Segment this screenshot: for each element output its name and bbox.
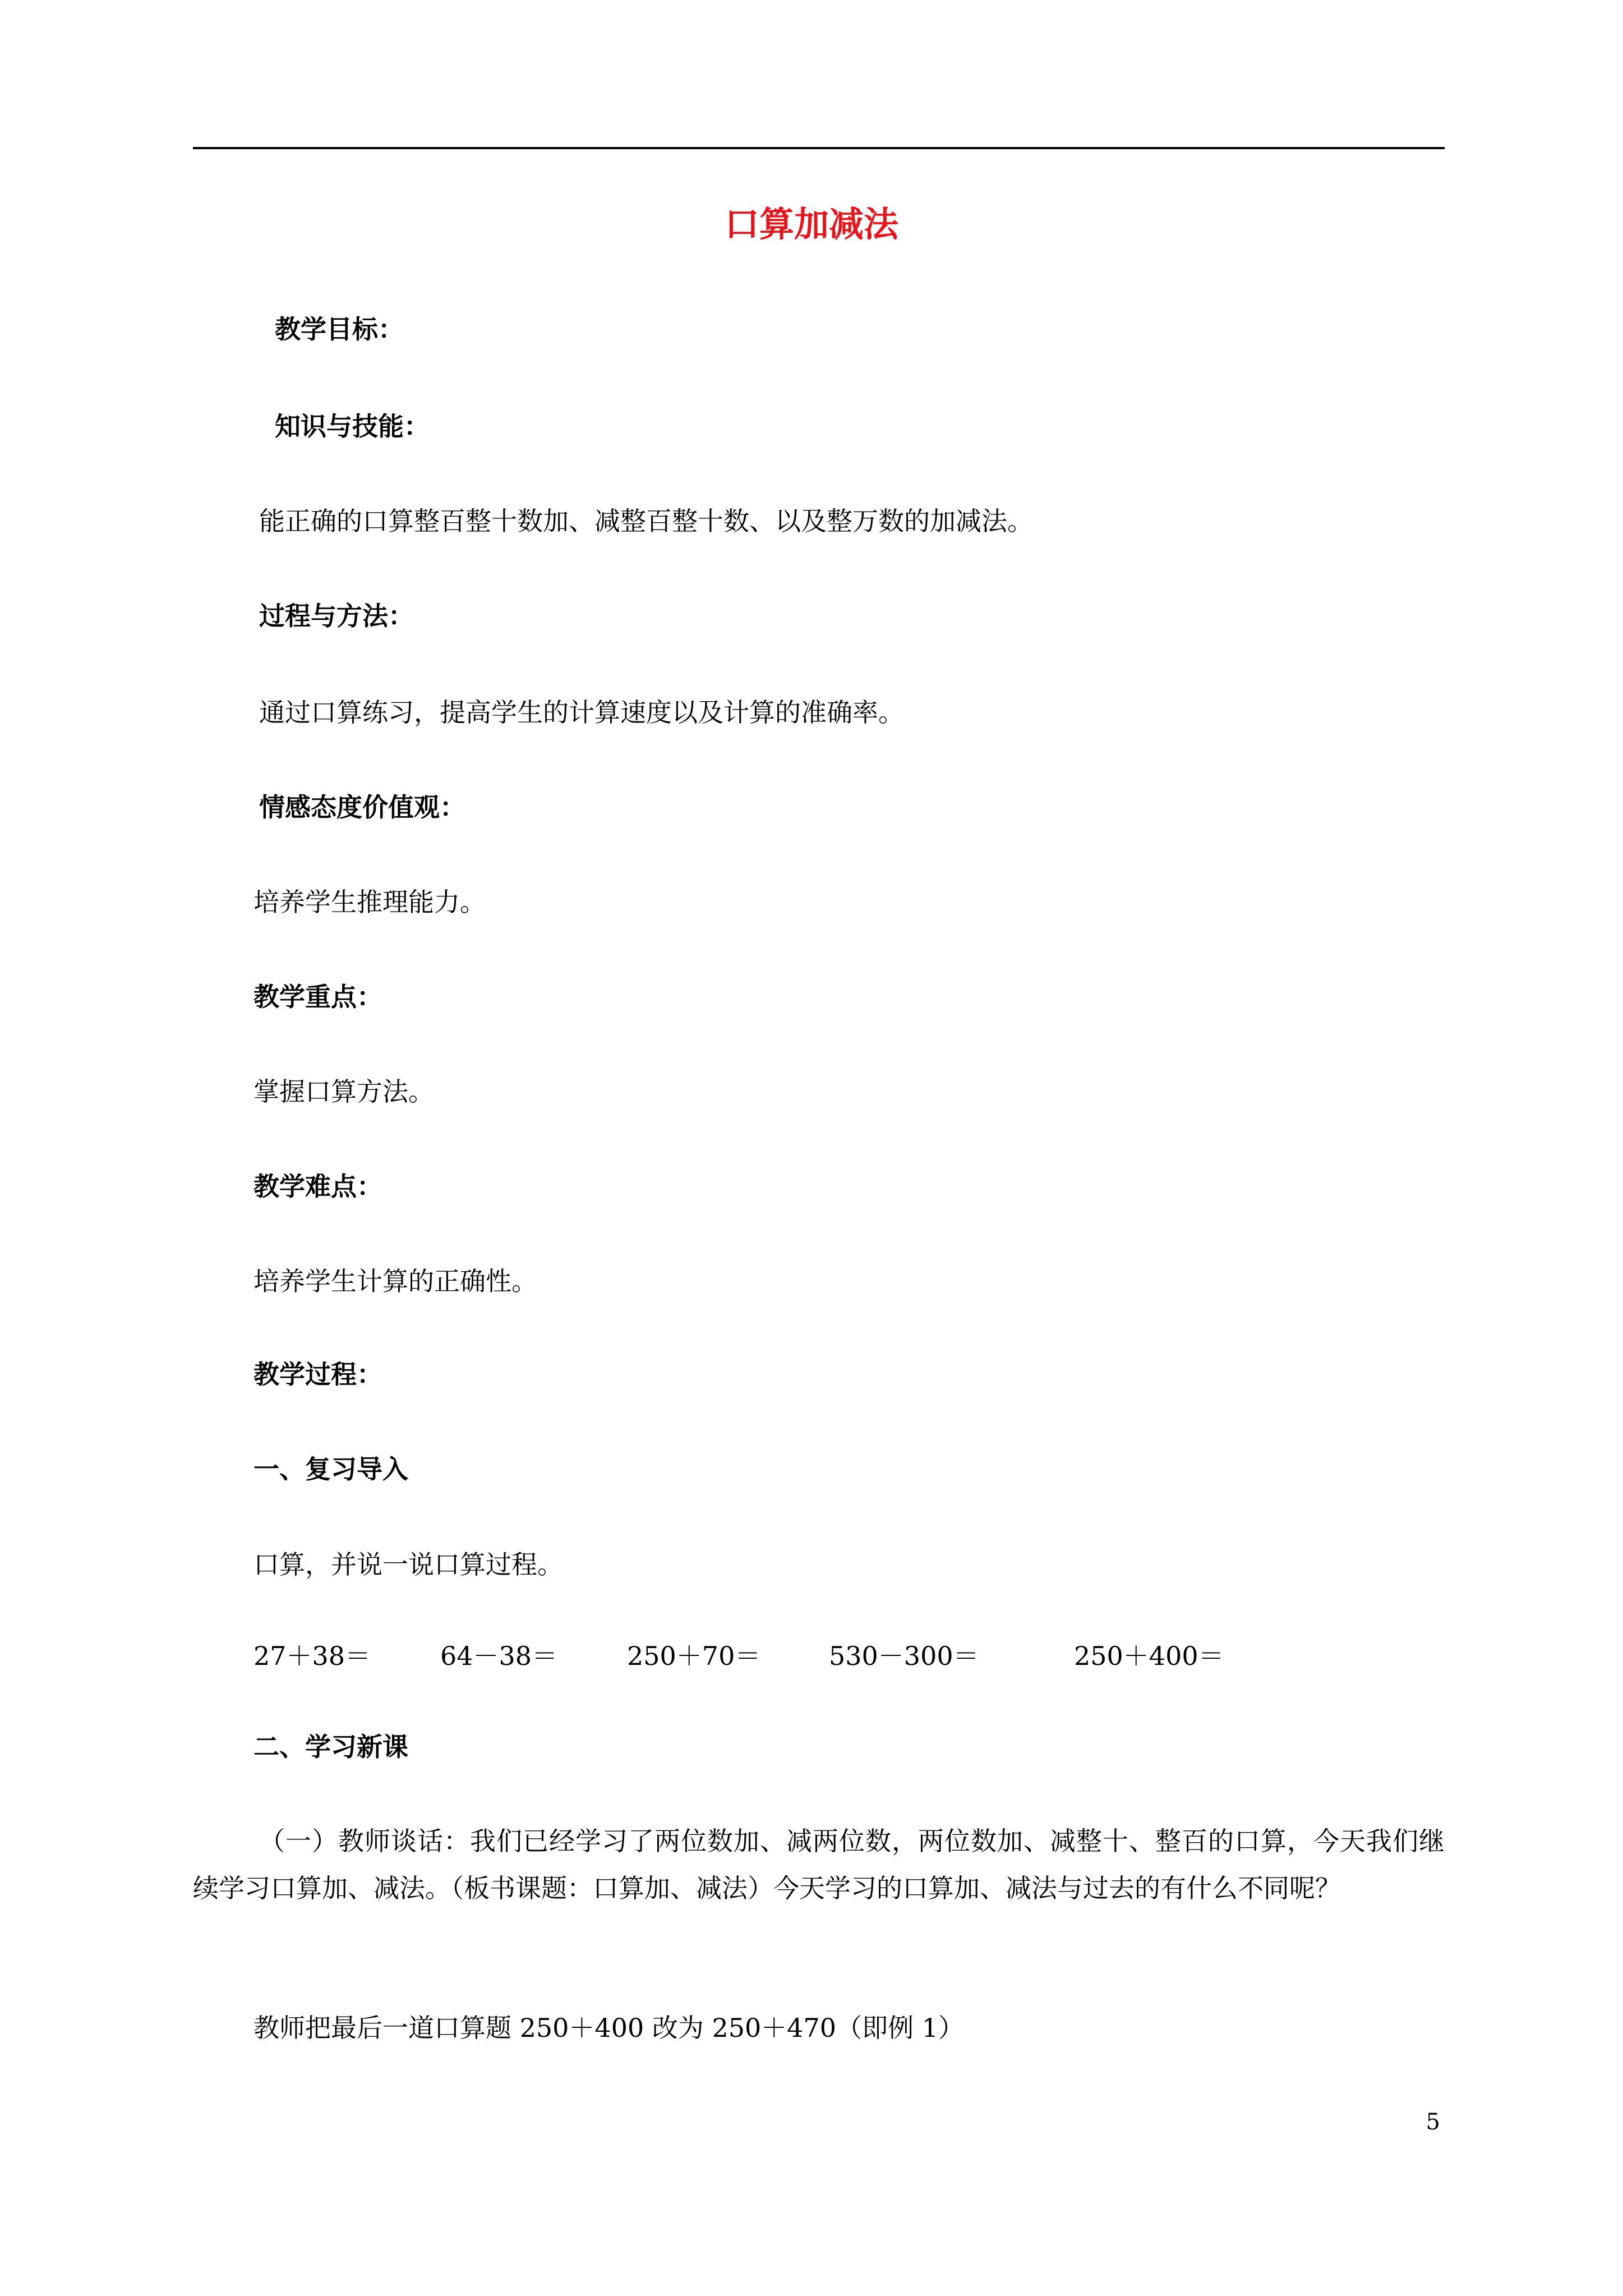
example-text: 教师把最后一道口算题 250＋400 改为 250＋470（即例 1）	[253, 2013, 964, 2043]
key-point-text: 掌握口算方法。	[253, 1076, 434, 1107]
section-one-heading: 一、复习导入	[253, 1454, 408, 1484]
process-heading: 过程与方法：	[259, 601, 414, 631]
page-number: 5	[1426, 2109, 1440, 2135]
emotion-heading: 情感态度价值观：	[259, 792, 465, 822]
process-text: 通过口算练习，提高学生的计算速度以及计算的准确率。	[259, 697, 904, 728]
knowledge-text: 能正确的口算整百整十数加、减整百整十数、以及整万数的加减法。	[259, 506, 1033, 536]
difficulty-heading: 教学难点：	[253, 1171, 382, 1202]
formula-1: 27＋38＝	[253, 1641, 371, 1671]
objectives-heading: 教学目标：	[275, 314, 404, 344]
knowledge-heading: 知识与技能：	[275, 411, 430, 441]
emotion-text: 培养学生推理能力。	[253, 887, 486, 917]
formula-5: 250＋400＝	[1074, 1641, 1224, 1671]
formula-2: 64－38＝	[440, 1641, 558, 1671]
teacher-talk-paragraph: （一）教师谈话：我们已经学习了两位数加、减两位数，两位数加、减整十、整百的口算，今天我们继续学习口算加、减法。（板书课题：口算加、减法）今天学习的口算加、减法与过去的有什么不同呢？	[193, 1826, 1445, 1903]
header-rule	[193, 147, 1445, 149]
formula-3: 250＋70＝	[627, 1641, 761, 1671]
key-point-heading: 教学重点：	[253, 982, 382, 1012]
procedure-heading: 教学过程：	[253, 1359, 382, 1389]
section-one-text: 口算，并说一说口算过程。	[253, 1549, 563, 1580]
formula-4: 530－300＝	[829, 1641, 979, 1671]
document-title: 口算加减法	[724, 204, 898, 245]
difficulty-text: 培养学生计算的正确性。	[253, 1266, 537, 1296]
section-two-heading: 二、学习新课	[253, 1732, 408, 1762]
